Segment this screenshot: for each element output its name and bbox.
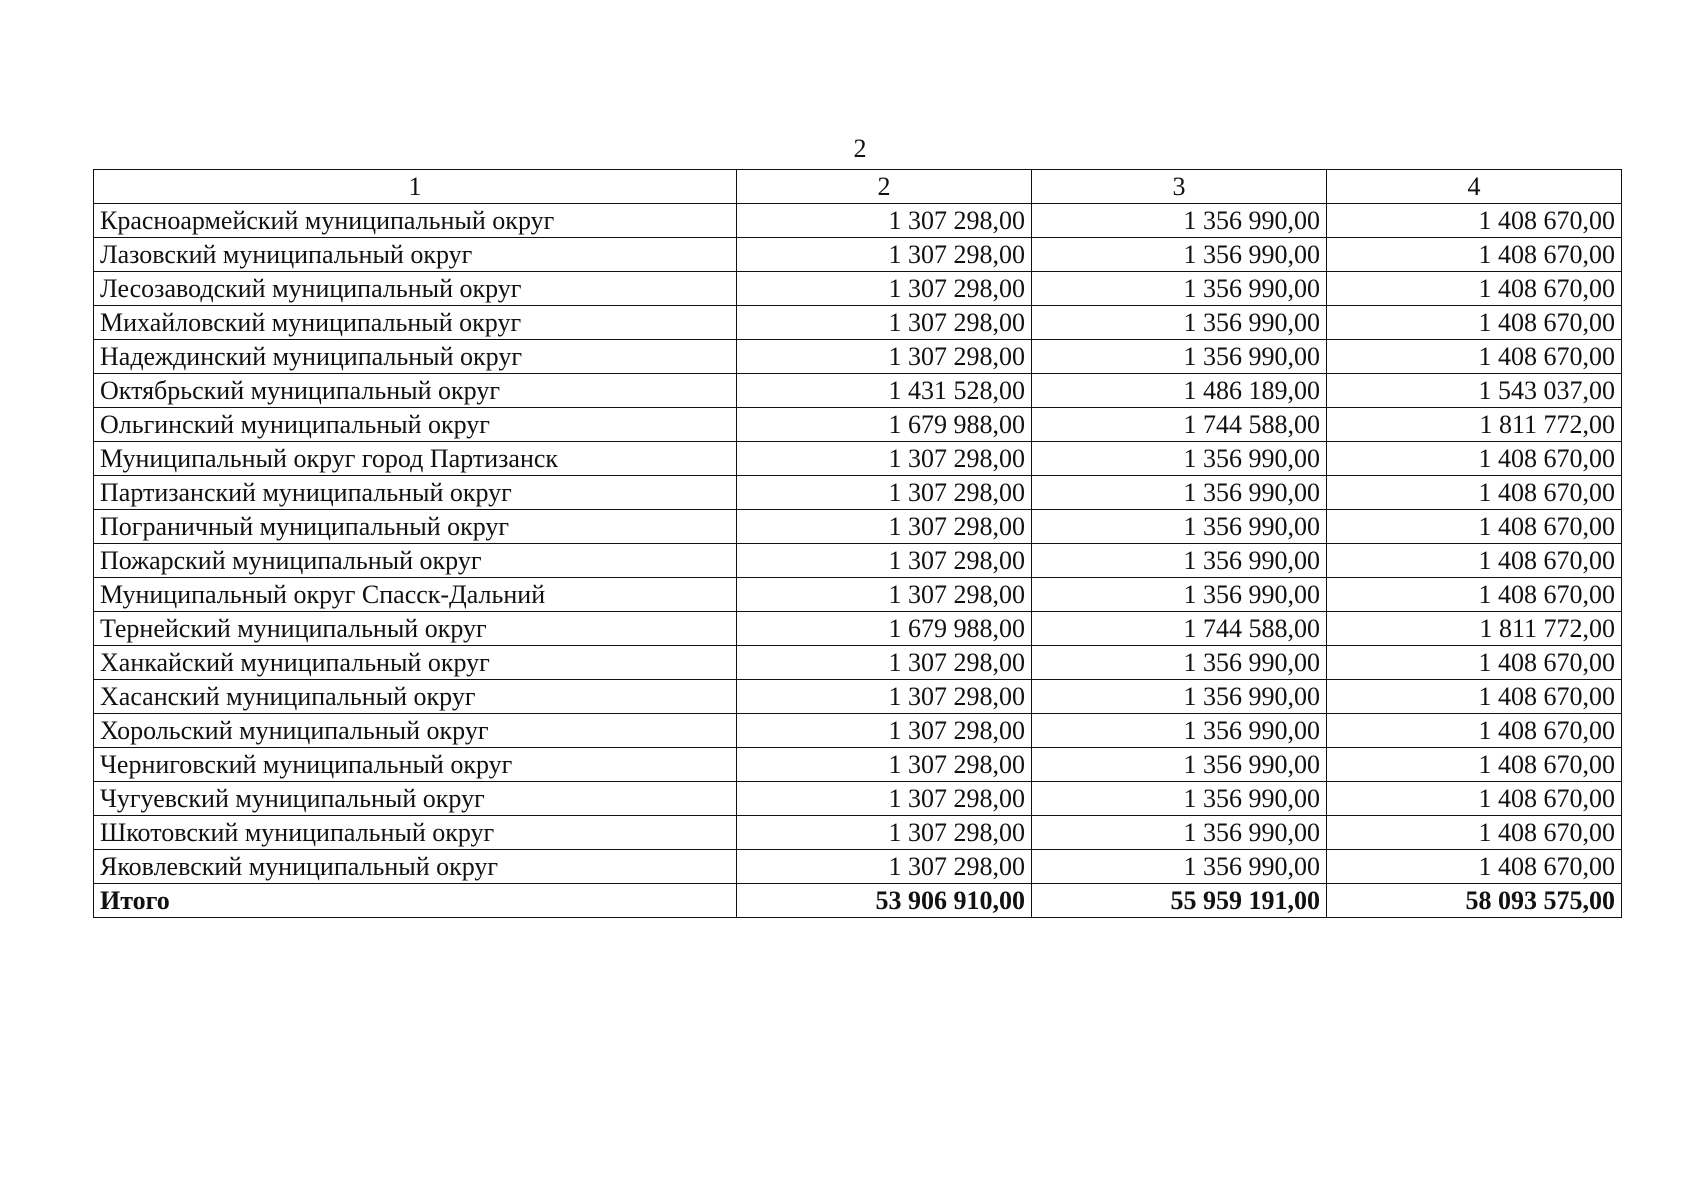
table-row bbox=[94, 646, 1622, 680]
municipality-name: Хорольский муниципальный округ bbox=[94, 714, 737, 748]
value-col-2: 1 679 988,00 bbox=[737, 612, 1032, 646]
value-col-4: 1 408 670,00 bbox=[1327, 816, 1622, 850]
value-col-2: 1 307 298,00 bbox=[737, 816, 1032, 850]
municipality-name: Партизанский муниципальный округ bbox=[94, 476, 737, 510]
table-row bbox=[94, 374, 1622, 408]
value-col-3: 1 356 990,00 bbox=[1032, 510, 1327, 544]
column-number-row bbox=[94, 170, 1622, 204]
value-col-3: 1 356 990,00 bbox=[1032, 238, 1327, 272]
value-col-2: 1 307 298,00 bbox=[737, 782, 1032, 816]
value-col-2: 1 679 988,00 bbox=[737, 408, 1032, 442]
total-value-col-4: 58 093 575,00 bbox=[1327, 884, 1622, 918]
value-col-4: 1 408 670,00 bbox=[1327, 442, 1622, 476]
municipality-name: Муниципальный округ Спасск-Дальний bbox=[94, 578, 737, 612]
value-col-2: 1 307 298,00 bbox=[737, 272, 1032, 306]
municipality-name: Лазовский муниципальный округ bbox=[94, 238, 737, 272]
table-row bbox=[94, 408, 1622, 442]
value-col-4: 1 408 670,00 bbox=[1327, 578, 1622, 612]
municipality-name: Муниципальный округ город Партизанск bbox=[94, 442, 737, 476]
value-col-4: 1 408 670,00 bbox=[1327, 714, 1622, 748]
municipality-name: Михайловский муниципальный округ bbox=[94, 306, 737, 340]
municipality-name: Красноармейский муниципальный округ bbox=[94, 204, 737, 238]
value-col-3: 1 356 990,00 bbox=[1032, 782, 1327, 816]
municipality-name: Черниговский муниципальный округ bbox=[94, 748, 737, 782]
value-col-3: 1 356 990,00 bbox=[1032, 850, 1327, 884]
value-col-4: 1 408 670,00 bbox=[1327, 238, 1622, 272]
table-row bbox=[94, 510, 1622, 544]
value-col-2: 1 307 298,00 bbox=[737, 204, 1032, 238]
municipality-name: Лесозаводский муниципальный округ bbox=[94, 272, 737, 306]
value-col-4: 1 408 670,00 bbox=[1327, 510, 1622, 544]
municipality-name: Пожарский муниципальный округ bbox=[94, 544, 737, 578]
page-number: 2 bbox=[853, 134, 867, 163]
table-body bbox=[94, 170, 1622, 918]
value-col-3: 1 356 990,00 bbox=[1032, 272, 1327, 306]
value-col-3: 1 356 990,00 bbox=[1032, 340, 1327, 374]
table-row bbox=[94, 714, 1622, 748]
allocation-table bbox=[93, 169, 1622, 918]
value-col-3: 1 356 990,00 bbox=[1032, 476, 1327, 510]
value-col-4: 1 408 670,00 bbox=[1327, 476, 1622, 510]
value-col-4: 1 811 772,00 bbox=[1327, 408, 1622, 442]
table-row bbox=[94, 272, 1622, 306]
table-row bbox=[94, 578, 1622, 612]
table-row bbox=[94, 238, 1622, 272]
value-col-4: 1 408 670,00 bbox=[1327, 544, 1622, 578]
value-col-3: 1 356 990,00 bbox=[1032, 680, 1327, 714]
value-col-2: 1 307 298,00 bbox=[737, 714, 1032, 748]
table-row bbox=[94, 748, 1622, 782]
value-col-4: 1 408 670,00 bbox=[1327, 748, 1622, 782]
column-number-4: 4 bbox=[1327, 170, 1622, 204]
column-number-1: 1 bbox=[94, 170, 737, 204]
value-col-2: 1 307 298,00 bbox=[737, 544, 1032, 578]
value-col-4: 1 408 670,00 bbox=[1327, 306, 1622, 340]
table-row bbox=[94, 306, 1622, 340]
municipality-name: Ольгинский муниципальный округ bbox=[94, 408, 737, 442]
value-col-2: 1 307 298,00 bbox=[737, 442, 1032, 476]
value-col-3: 1 744 588,00 bbox=[1032, 408, 1327, 442]
table-row bbox=[94, 442, 1622, 476]
value-col-3: 1 356 990,00 bbox=[1032, 816, 1327, 850]
value-col-3: 1 486 189,00 bbox=[1032, 374, 1327, 408]
column-number-3: 3 bbox=[1032, 170, 1327, 204]
value-col-3: 1 356 990,00 bbox=[1032, 748, 1327, 782]
value-col-3: 1 356 990,00 bbox=[1032, 714, 1327, 748]
value-col-2: 1 307 298,00 bbox=[737, 510, 1032, 544]
value-col-2: 1 307 298,00 bbox=[737, 306, 1032, 340]
table-row bbox=[94, 204, 1622, 238]
value-col-2: 1 307 298,00 bbox=[737, 850, 1032, 884]
table-row bbox=[94, 680, 1622, 714]
value-col-4: 1 408 670,00 bbox=[1327, 340, 1622, 374]
value-col-4: 1 543 037,00 bbox=[1327, 374, 1622, 408]
municipality-name: Тернейский муниципальный округ bbox=[94, 612, 737, 646]
value-col-2: 1 307 298,00 bbox=[737, 476, 1032, 510]
total-label: Итого bbox=[94, 884, 737, 918]
value-col-3: 1 356 990,00 bbox=[1032, 578, 1327, 612]
municipality-name: Хасанский муниципальный округ bbox=[94, 680, 737, 714]
municipality-name: Ханкайский муниципальный округ bbox=[94, 646, 737, 680]
value-col-2: 1 307 298,00 bbox=[737, 748, 1032, 782]
municipality-name: Октябрьский муниципальный округ bbox=[94, 374, 737, 408]
table-row bbox=[94, 544, 1622, 578]
value-col-4: 1 408 670,00 bbox=[1327, 646, 1622, 680]
value-col-3: 1 356 990,00 bbox=[1032, 544, 1327, 578]
total-value-col-3: 55 959 191,00 bbox=[1032, 884, 1327, 918]
value-col-4: 1 408 670,00 bbox=[1327, 850, 1622, 884]
value-col-3: 1 356 990,00 bbox=[1032, 204, 1327, 238]
value-col-4: 1 408 670,00 bbox=[1327, 272, 1622, 306]
value-col-2: 1 307 298,00 bbox=[737, 646, 1032, 680]
value-col-3: 1 744 588,00 bbox=[1032, 612, 1327, 646]
value-col-3: 1 356 990,00 bbox=[1032, 306, 1327, 340]
value-col-4: 1 811 772,00 bbox=[1327, 612, 1622, 646]
value-col-3: 1 356 990,00 bbox=[1032, 646, 1327, 680]
municipality-name: Чугуевский муниципальный округ bbox=[94, 782, 737, 816]
table-row bbox=[94, 340, 1622, 374]
municipality-name: Пограничный муниципальный округ bbox=[94, 510, 737, 544]
value-col-2: 1 431 528,00 bbox=[737, 374, 1032, 408]
municipality-name: Шкотовский муниципальный округ bbox=[94, 816, 737, 850]
table-row bbox=[94, 782, 1622, 816]
municipality-name: Надеждинский муниципальный округ bbox=[94, 340, 737, 374]
total-value-col-2: 53 906 910,00 bbox=[737, 884, 1032, 918]
column-number-2: 2 bbox=[737, 170, 1032, 204]
municipality-name: Яковлевский муниципальный округ bbox=[94, 850, 737, 884]
value-col-3: 1 356 990,00 bbox=[1032, 442, 1327, 476]
total-row bbox=[94, 884, 1622, 918]
value-col-4: 1 408 670,00 bbox=[1327, 680, 1622, 714]
value-col-4: 1 408 670,00 bbox=[1327, 782, 1622, 816]
value-col-2: 1 307 298,00 bbox=[737, 340, 1032, 374]
table-row bbox=[94, 816, 1622, 850]
value-col-2: 1 307 298,00 bbox=[737, 578, 1032, 612]
value-col-2: 1 307 298,00 bbox=[737, 680, 1032, 714]
table-row bbox=[94, 476, 1622, 510]
value-col-2: 1 307 298,00 bbox=[737, 238, 1032, 272]
value-col-4: 1 408 670,00 bbox=[1327, 204, 1622, 238]
table-row bbox=[94, 850, 1622, 884]
table-row bbox=[94, 612, 1622, 646]
